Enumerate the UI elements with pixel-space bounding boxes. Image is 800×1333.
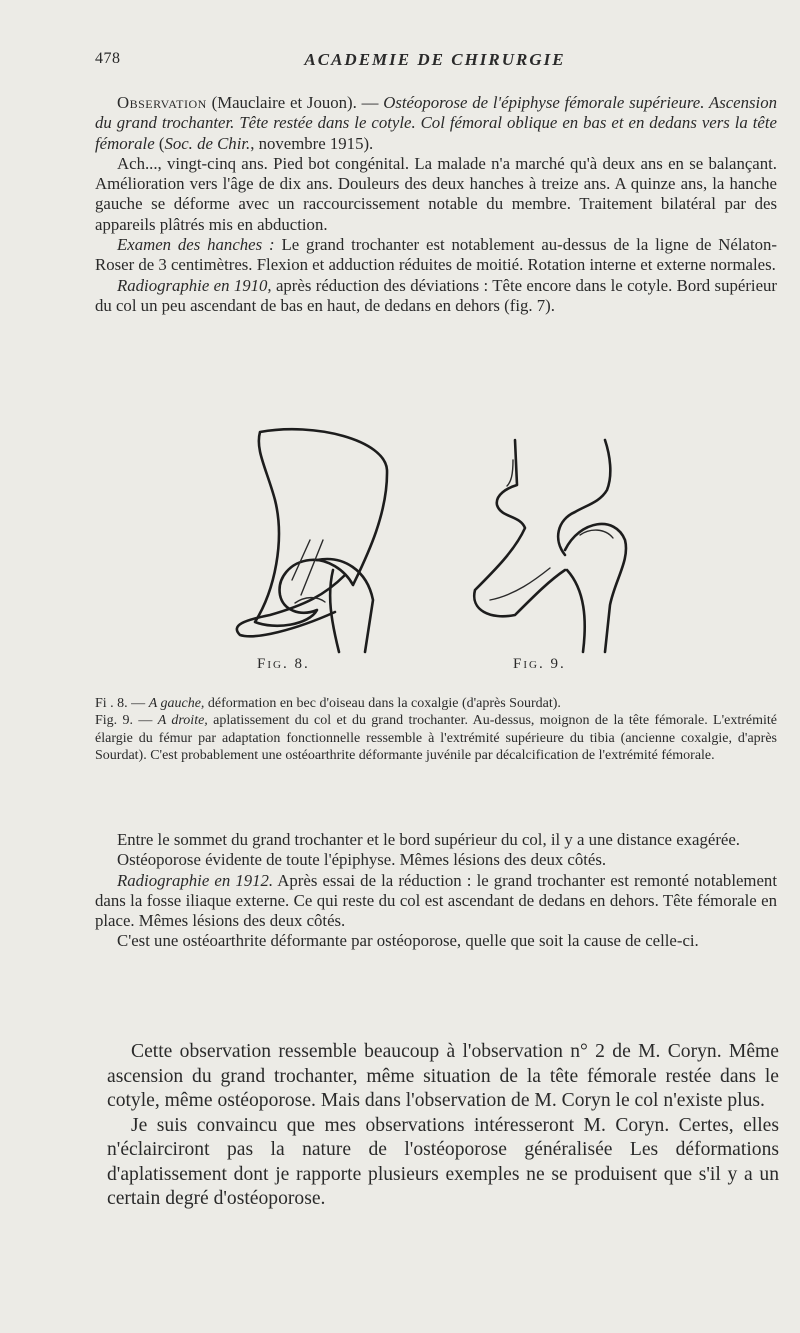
fig8-label: Fig. 8. <box>257 656 310 672</box>
fig8-drawing <box>237 429 387 652</box>
observation-heading <box>95 93 777 154</box>
paragraph-radiography-1910 <box>95 276 777 317</box>
figure-captions <box>95 695 777 764</box>
paragraph-radiography-1912-text: Après essai de la réduction : le grand trochanter est remonté notablement dans la fosse iliaque externe. Ce qui reste du col est ascendant de dedans en dehors. Tête fémorale en place. Mêmes lésions des deux côtés. <box>95 870 777 931</box>
fig9-label: Fig. 9. <box>513 656 566 672</box>
paragraph-conclusion: C'est une ostéoarthrite déformante par ostéoporose, quelle que soit la cause de celle-ci. <box>117 931 699 951</box>
hip-drawings <box>95 420 777 655</box>
figures-area <box>95 420 777 670</box>
paragraph-radiography-1912 <box>95 871 777 932</box>
observation-source-date: , novembre 1915). <box>250 133 374 153</box>
page-header <box>95 50 775 74</box>
paragraph-radiography-1912-heading: Radiographie en 1912. <box>117 870 274 890</box>
paragraph-osteoporosis: Ostéoporose évidente de toute l'épiphyse. Mêmes lésions des deux côtés. <box>117 850 607 870</box>
observation-source-open: ( <box>154 133 165 153</box>
page-number: 478 <box>95 50 121 67</box>
caption-fig8-side: A gauche, <box>148 696 205 711</box>
caption-fig9-side: A droite, <box>157 713 208 729</box>
paragraph-conviction: Je suis convaincu que mes observations intéresseront M. Coryn. Certes, elles n'éclairciront pas la nature de l'ostéoporose généralisée Les déformations d'aplatissement dont je rapporte plusieurs exemples ne se produisent que s'il y a un certain degré d'ostéoporose. <box>107 1114 779 1209</box>
paragraph-distance: Entre le sommet du grand trochanter et le bord supérieur du col, il y a une distance exagérée. <box>117 830 740 849</box>
paragraph-exam-heading: Examen des hanches : <box>117 235 275 255</box>
paragraph-exam-text: Le grand trochanter est notablement au-dessus de la ligne de Nélaton-Roser de 3 centimètres. Flexion et adduction réduites de moitié. Rotation interne et externe normales. <box>95 235 777 275</box>
fig9-drawing <box>474 440 626 652</box>
paragraph-radiography-heading: Radiographie en 1910, <box>117 275 272 295</box>
observation-source: Soc. de Chir. <box>164 133 251 153</box>
caption-fig9 <box>95 712 777 764</box>
running-title: ACADEMIE DE CHIRURGIE <box>304 50 566 69</box>
caption-fig8-prefix: Fi . 8. — <box>95 696 149 711</box>
paragraph-radiography-text: après réduction des déviations : Tête encore dans le cotyle. Bord supérieur du col un peu ascendant de bas en haut, de dedans en dehors (fig. 7). <box>95 275 777 315</box>
observation-authors: (Mauclaire et Jouon). — <box>206 93 384 112</box>
paragraph-case: Ach..., vingt-cinq ans. Pied bot congénital. La malade n'a marché qu'à deux ans en se balançant. Amélioration vers l'âge de dix ans. Douleurs des deux hanches à treize ans. A quinze ans, la hanche gauche se déforme avec un raccourcissement notable du membre. Traitement bilatéral par des appareils plâtrés mis en abduction. <box>95 153 777 234</box>
paragraph-comparison: Cette observation ressemble beaucoup à l'observation n° 2 de M. Coryn. Même ascension du grand trochanter, même situation de la tête fémorale restée dans le cotyle, même ostéoporose. Mais dans l'observation de M. Coryn le col n'existe plus. <box>107 1041 779 1111</box>
caption-fig8 <box>95 695 777 712</box>
second-text-block <box>95 830 777 952</box>
observation-title: Ostéoporose de l'épiphyse fémorale supérieure. Ascension du grand trochanter. Tête restée dans le cotyle. Col fémoral oblique en bas et en dedans vers la tête fémorale <box>95 93 777 153</box>
observation-label: Observation <box>117 93 207 112</box>
observation-block <box>95 93 777 316</box>
paragraph-exam <box>95 235 777 276</box>
caption-fig8-text: déformation en bec d'oiseau dans la coxalgie (d'après Sourdat). <box>204 696 561 711</box>
author-commentary <box>107 1040 779 1212</box>
caption-fig9-prefix: Fig. 9. — <box>95 713 158 729</box>
caption-fig9-text: aplatissement du col et du grand trochanter. Au-dessus, moignon de la tête fémorale. L'extrémité élargie du fémur par adaptation fonctionnelle ressemble à l'extrémité supérieure du tibia (ancienne coxalgie, d'après Sourdat). C'est probablement une ostéoarthrite déformante juvénile par décalcification de l'extrémité fémorale. <box>95 713 777 763</box>
